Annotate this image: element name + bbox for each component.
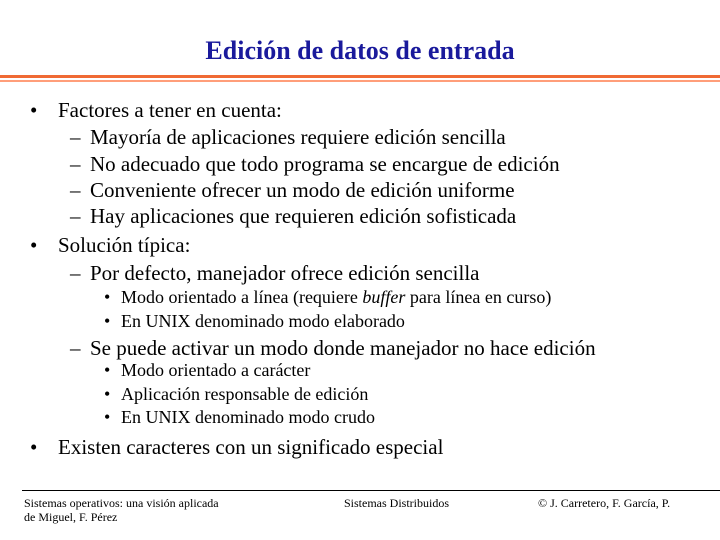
dash-mark: – (70, 261, 81, 285)
third-bullet-text: En UNIX denominado modo crudo (121, 407, 375, 427)
footer-left (24, 496, 219, 524)
footer-center: Sistemas Distribuidos (344, 496, 450, 510)
subbullet-text: Mayoría de aplicaciones requiere edición sencilla (90, 125, 506, 149)
dash-mark: – (70, 336, 81, 360)
subbullet-text: Se puede activar un modo donde manejador no hace edición (90, 336, 596, 360)
bullet-text: Factores a tener en cuenta: (58, 98, 282, 122)
bullet-mark: • (30, 233, 38, 257)
subbullet-text: Conveniente ofrecer un modo de edición uniforme (90, 178, 515, 202)
third-bullet-mark: • (104, 287, 111, 307)
dash-mark: – (70, 125, 81, 149)
third-bullet-text: Aplicación responsable de edición (121, 384, 369, 404)
third-bullet-mark: • (104, 360, 111, 380)
footer-left-line2: de Miguel, F. Pérez (24, 510, 118, 524)
third-bullet-mark: • (104, 384, 111, 404)
bullet-mark: • (30, 435, 38, 459)
subbullet-text: Hay aplicaciones que requieren edición sofisticada (90, 204, 517, 228)
bullet-text: Existen caracteres con un significado especial (58, 435, 444, 459)
third-bullet-text: Modo orientado a línea (requiere buffer para línea en curso) (121, 287, 552, 307)
dash-mark: – (70, 178, 81, 202)
dash-mark: – (70, 152, 81, 176)
third-bullet-text: En UNIX denominado modo elaborado (121, 311, 405, 331)
bullet-text: Solución típica: (58, 233, 191, 257)
third-bullet-mark: • (104, 407, 111, 427)
slide-title: Edición de datos de entrada (205, 36, 515, 65)
third-bullet-mark: • (104, 311, 111, 331)
footer-rule (22, 490, 720, 491)
footer-right: © J. Carretero, F. García, P. (538, 496, 671, 510)
footer-left-line1: Sistemas operativos: una visión aplicada (24, 496, 219, 510)
subbullet-text: Por defecto, manejador ofrece edición sencilla (90, 261, 480, 285)
dash-mark: – (70, 204, 81, 228)
third-bullet-text: Modo orientado a carácter (121, 360, 311, 380)
subbullet-text: No adecuado que todo programa se encargue de edición (90, 152, 560, 176)
bullet-mark: • (30, 98, 38, 122)
